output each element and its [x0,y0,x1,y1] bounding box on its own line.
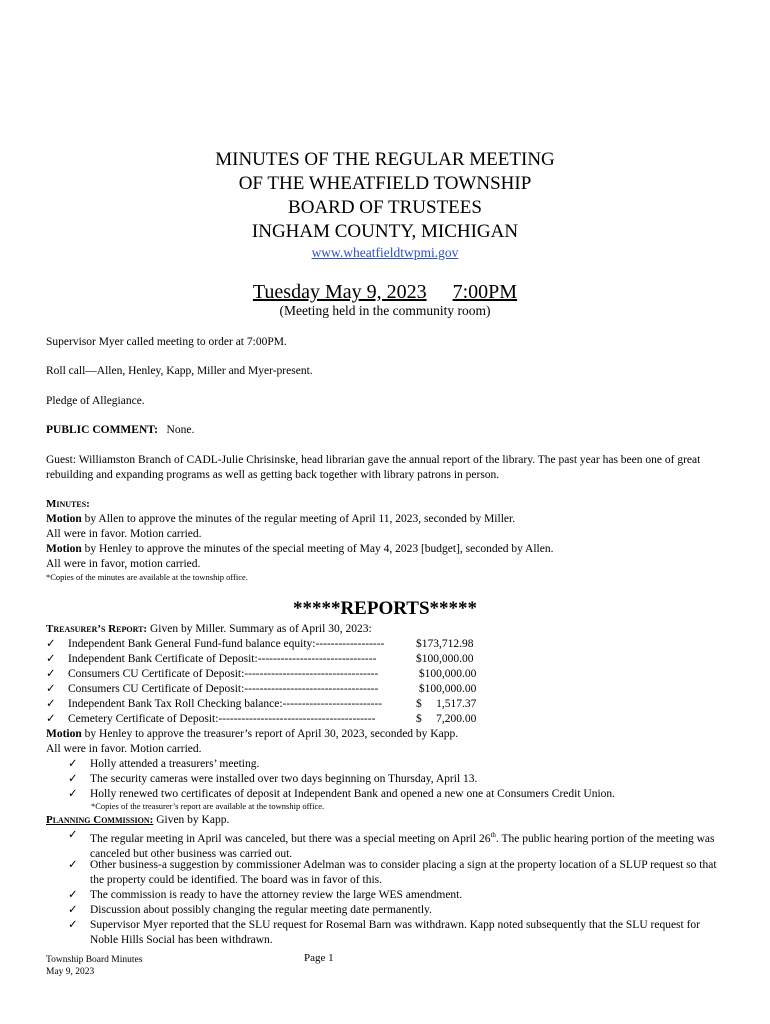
minutes-motion-1 [46,512,716,527]
account-label: Consumers CU Certificate of Deposit:----------------------------------- [68,683,379,695]
planning-item-text: Other business-a suggestion by commissioner Adelman was to consider placing a sign at the property location of a SLUP request so that the property could be identified. The board was in favor of this. [90,859,717,886]
account-label: Consumers CU Certificate of Deposit:----------------------------------- [68,668,379,680]
account-row [46,652,474,667]
motion-text: by Henley to approve the minutes of the special meeting of May 4, 2023 [budget], seconded by Allen. [81,543,554,555]
motion-text: by Allen to approve the minutes of the regular meeting of April 11, 2023, seconded by Miller. [81,513,516,525]
account-row [46,682,477,697]
title-line-4: INGHAM COUNTY, MICHIGAN [251,221,519,242]
minutes-motion-2 [46,542,716,557]
check-icon: ✓ [46,668,56,680]
guest-report: Guest: Williamston Branch of CADL-Julie Chrisinske, head librarian gave the annual report of the library. The past year has been one of great rebuilding and expanding programs as well as getting back together with library patrons in person. [46,454,701,481]
minutes-note: *Copies of the minutes are available at the township office. [46,572,248,582]
account-row [46,667,477,682]
planning-item-text-b: . The public hearing portion of the meeting was canceled but other business was carried out. [90,832,715,860]
account-label: Independent Bank Tax Roll Checking balance:-------------------------- [68,698,383,710]
planning-item-text: Discussion about possibly changing the regular meeting date permanently. [90,904,432,916]
pledge: Pledge of Allegiance. [46,395,145,407]
planning-item [68,888,718,903]
motion-text: by Henley to approve the treasurer’s report of April 30, 2023, seconded by Kapp. [81,728,459,740]
footer-doc-date: May 9, 2023 [46,967,95,977]
public-comment-label: PUBLIC COMMENT: [46,424,158,436]
call-to-order: Supervisor Myer called meeting to order at 7:00PM. [46,336,287,348]
motion-label: Motion [46,728,82,740]
account-value: $ 1,517.37 [416,698,477,710]
meeting-time: 7:00PM [452,281,518,303]
treasurer-item-text: Holly renewed two certificates of deposit at Independent Bank and opened a new one at Consumers Credit Union. [90,788,616,800]
check-icon: ✓ [46,683,56,695]
title-line-3: BOARD OF TRUSTEES [288,197,482,218]
check-icon: ✓ [68,904,78,916]
account-value: $100,000.00 [416,683,477,695]
public-comment-value: None. [166,424,195,436]
check-icon: ✓ [46,653,56,665]
roll-call: Roll call—Allen, Henley, Kapp, Miller and Myer-present. [46,365,313,377]
planning-intro: Given by Kapp. [153,814,230,826]
treasurer-note: *Copies of the treasurer’s report are available at the township office. [91,801,325,811]
meeting-location: (Meeting held in the community room) [279,303,491,318]
treasurer-heading: Treasurer’s Report: [46,623,148,635]
planning-commission-heading [46,813,716,828]
check-icon: ✓ [68,758,78,770]
treasurer-item [68,772,718,787]
treasurer-item [68,757,718,772]
minutes-heading: Minutes: [46,498,90,510]
account-value: $173,712.98 [416,638,474,650]
planning-item [68,903,718,918]
check-icon: ✓ [68,859,78,871]
planning-heading: Planning Commission: [46,814,154,826]
township-website-link[interactable]: www.wheatfieldtwpmi.gov [311,245,459,260]
motion-label: Motion [46,513,82,525]
treasurer-intro: Given by Miller. Summary as of April 30, 2023: [147,623,372,635]
treasurer-result: All were in favor. Motion carried. [46,743,202,755]
account-value: $100,000.00 [416,653,474,665]
account-value: $ 7,200.00 [416,713,477,725]
treasurer-motion [46,727,716,742]
account-label: Independent Bank General Fund-fund balance equity:------------------ [68,638,385,650]
planning-item [68,858,718,888]
title-line-1: MINUTES OF THE REGULAR MEETING [215,149,555,170]
check-icon: ✓ [46,638,56,650]
account-row [46,697,477,712]
check-icon: ✓ [68,773,78,785]
account-row [46,637,474,652]
public-comment [46,423,716,438]
treasurer-report-heading [46,622,716,637]
document-title [0,148,770,244]
footer-doc-name: Township Board Minutes [46,955,143,965]
planning-item [68,828,718,862]
page-number: Page 1 [304,952,334,964]
check-icon: ✓ [68,889,78,901]
treasurer-item-text: Holly attended a treasurers’ meeting. [90,758,260,770]
footer-doc-info [46,954,142,978]
reports-heading: *****REPORTS***** [292,598,478,619]
planning-item-text-a: The regular meeting in April was canceled, but there was a special meeting on April 26 [90,832,491,845]
account-label: Cemetery Certificate of Deposit:----------------------------------------- [68,713,376,725]
check-icon: ✓ [46,713,56,725]
title-line-2: OF THE WHEATFIELD TOWNSHIP [238,173,532,194]
planning-item-text [90,828,718,862]
planning-item [68,918,718,948]
check-icon: ✓ [46,698,56,710]
treasurer-item [68,787,718,802]
minutes-result-2: All were in favor, motion carried. [46,558,201,570]
account-value: $100,000.00 [416,668,477,680]
check-icon: ✓ [68,919,78,931]
account-label: Independent Bank Certificate of Deposit:------------------------------- [68,653,377,665]
account-row [46,712,477,727]
meeting-date-text: Tuesday May 9, 2023 [252,281,427,303]
treasurer-item-text: The security cameras were installed over two days beginning on Thursday, April 13. [90,773,478,785]
planning-item-text: Supervisor Myer reported that the SLU request for Rosemal Barn was withdrawn. Kapp noted subsequently that the SLU request for Noble Hills Social has been withdrawn. [90,919,700,946]
check-icon: ✓ [68,788,78,800]
planning-item-text: The commission is ready to have the attorney review the large WES amendment. [90,889,463,901]
motion-label: Motion [46,543,82,555]
meeting-date [0,281,770,304]
minutes-result-1: All were in favor. Motion carried. [46,528,202,540]
check-icon: ✓ [68,829,78,841]
ordinal-suffix: th [490,831,496,839]
